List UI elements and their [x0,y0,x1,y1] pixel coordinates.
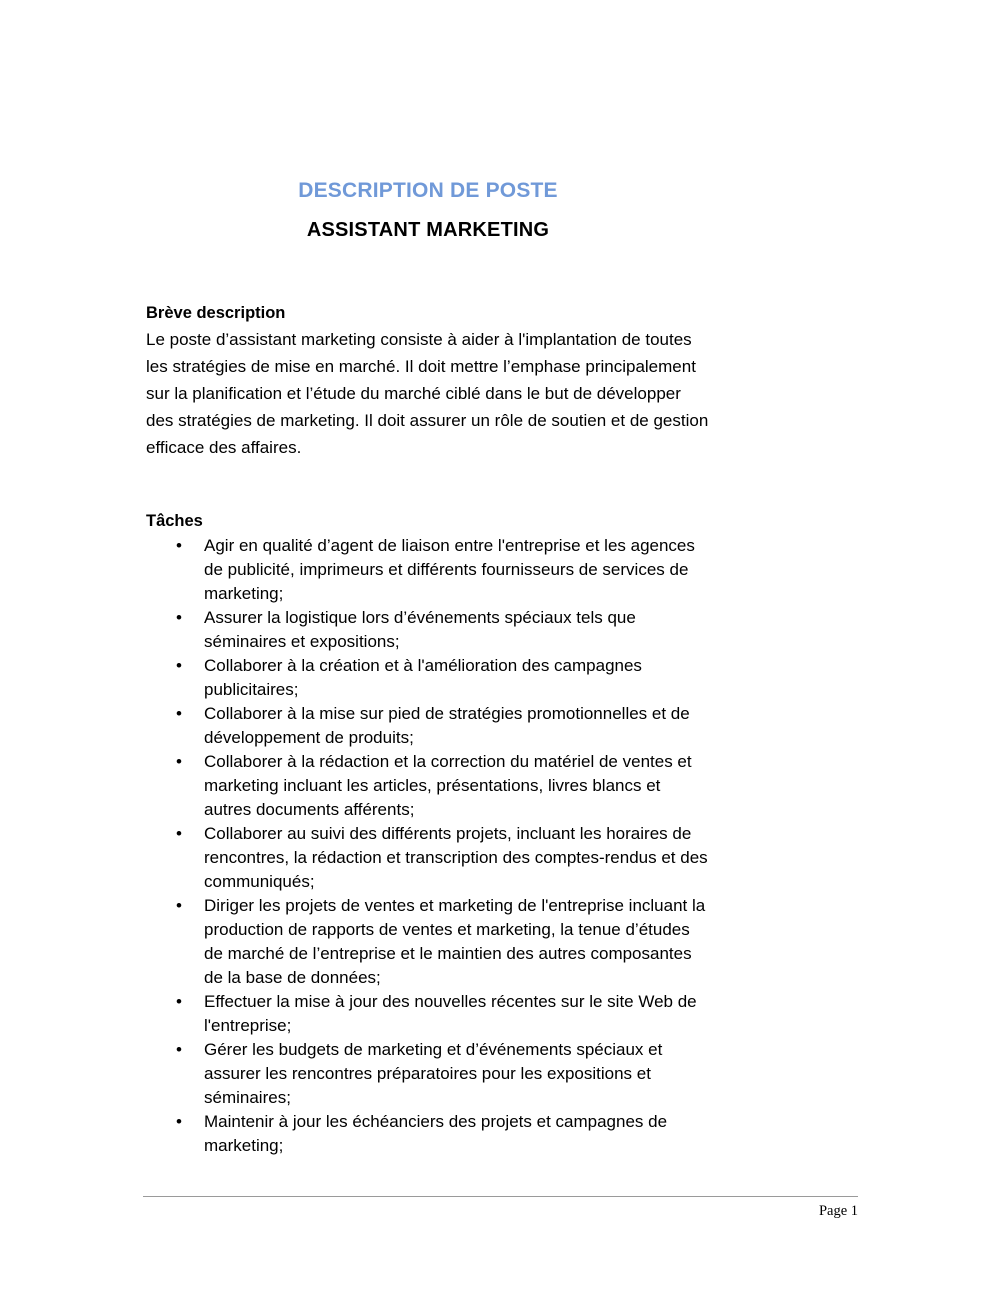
bullet-icon: • [176,752,182,772]
list-item-label: Collaborer à la mise sur pied de stratégies promotionnelles et de développement de produits; [204,704,690,748]
list-item [146,654,710,702]
page-subtitle: ASSISTANT MARKETING [306,219,550,242]
list-item-label: Diriger les projets de ventes et marketing de l'entreprise incluant la production de rapports de ventes et marketing, la tenue d’études de marché de l’entreprise et le maintien des autres composantes de la base de données; [204,896,706,988]
brief-description-paragraph: Le poste d’assistant marketing consiste à aider à l'implantation de toutes les stratégies de mise en marché. Il doit mettre l’emphase principalement sur la planification et l’étude du marché ciblé dans le but de développer des stratégies de marketing. Il doit assurer un rôle de soutien et de gestion efficace des affaires. [146,330,709,458]
section-heading-brief-description: Brève description [146,304,286,323]
list-item-label: Agir en qualité d’agent de liaison entre l'entreprise et les agences de publicité, imprimeurs et différents fournisseurs de services de marketing; [204,536,695,604]
page-title: DESCRIPTION DE POSTE [298,179,558,202]
list-item-label: Assurer la logistique lors d’événements spéciaux tels que séminaires et expositions; [204,608,636,652]
list-item [146,894,710,990]
list-item [146,702,710,750]
list-item-label: Effectuer la mise à jour des nouvelles récentes sur le site Web de l'entreprise; [204,992,697,1036]
page-footer [143,1196,858,1221]
list-item-label: Collaborer à la rédaction et la correction du matériel de ventes et marketing incluant les articles, présentations, livres blancs et autres documents afférents; [204,752,692,820]
list-item-label: Maintenir à jour les échéanciers des projets et campagnes de marketing; [204,1112,668,1156]
section-heading-tasks: Tâches [146,512,203,531]
bullet-icon: • [176,656,182,676]
bullet-icon: • [176,992,182,1012]
bullet-icon: • [176,824,182,844]
footer-page-number: Page 1 [818,1203,858,1219]
list-item [146,750,710,822]
bullet-icon: • [176,896,182,916]
list-item-label: Gérer les budgets de marketing et d’événements spéciaux et assurer les rencontres préparatoires pour les expositions et séminaires; [204,1040,663,1108]
bullet-icon: • [176,608,182,628]
list-item-label: Collaborer à la création et à l'amélioration des campagnes publicitaires; [204,656,642,700]
list-item-label: Collaborer au suivi des différents projets, incluant les horaires de rencontres, la rédaction et transcription des comptes-rendus et des communiqués; [204,824,708,892]
bullet-icon: • [176,1040,182,1060]
list-item [146,606,710,654]
list-item [146,1038,710,1110]
list-item [146,1110,710,1158]
bullet-icon: • [176,536,182,556]
list-item [146,990,710,1038]
bullet-icon: • [176,1112,182,1132]
list-item [146,822,710,894]
list-item [146,534,710,606]
tasks-list [146,534,710,1158]
document-content [146,0,710,1158]
bullet-icon: • [176,704,182,724]
